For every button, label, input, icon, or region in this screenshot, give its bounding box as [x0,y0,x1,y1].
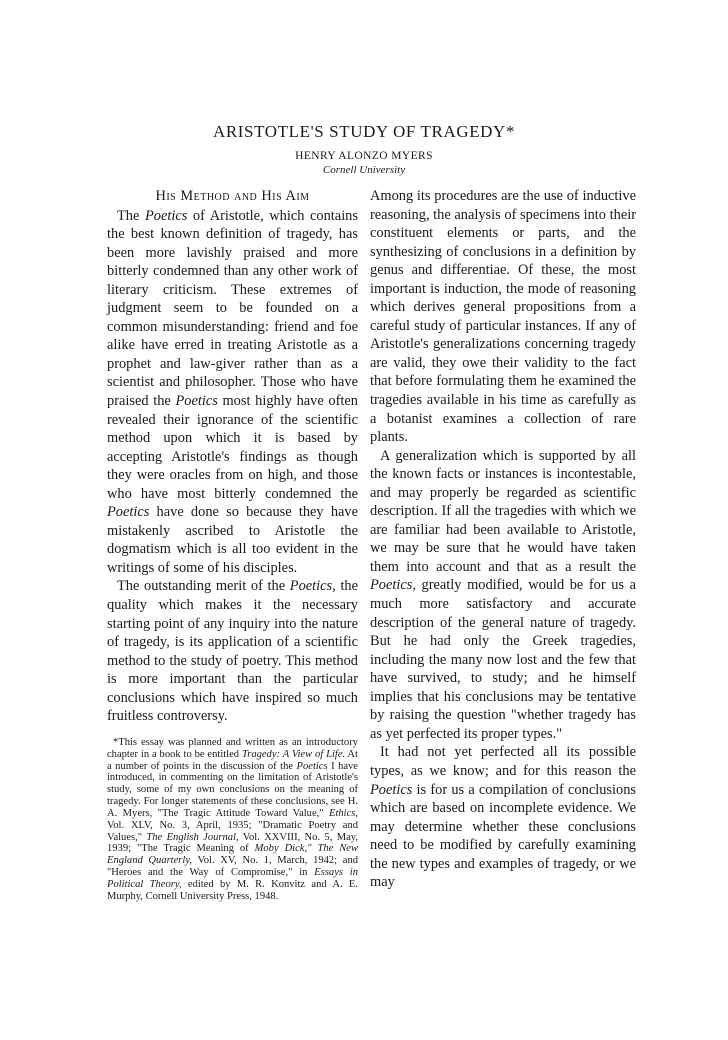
body-paragraph: A generalization which is supported by all the known facts or instances is incontestable, and may properly be regarded as scientific description. If all the tragedies with which we are familiar had been available to Aristotle, we may be sure that he would have taken them into account and that as a result the Poetics, greatly modified, would be for us a much more satisfactory and accurate description of the general nature of tragedy. But he had only the Greek tragedies, including the many now lost and the few that have survived, to study; and he himself implies that his conclusions may be tentative by raising the question "whether tragedy has as yet perfected its proper types." [370,447,636,742]
left-column [107,187,358,903]
author-name: HENRY ALONZO MYERS [295,150,433,162]
right-column [370,187,636,892]
author-affiliation: Cornell University [322,164,406,176]
article-title: ARISTOTLE'S STUDY OF TRAGEDY* [212,122,516,141]
body-paragraph: The outstanding merit of the Poetics, the quality which makes it the necessary starting point of any inquiry into the nature of tragedy, is its application of a scientific method to the study of poetry. This method is more important than the particular conclusions which have inspired so much fruitless controversy. [107,578,358,725]
body-paragraph: The Poetics of Aristotle, which contains the best known definition of tragedy, has been more lavishly praised and more bitterly condemned than any other work of literary criticism. These extremes of judgment seem to be founded on a common misunderstanding: friend and foe alike have erred in treating Aristotle as a prophet and law-giver rather than as a scientist and philosopher. Those who have praised the Poetics most highly have often revealed their ignorance of the scientific method upon which it is based by accepting Aristotle's findings as though they were oracles from on high, and those who have most bitterly condemned the Poetics have done so because they have mistakenly ascribed to Aristotle the dogmatism which is all too evident in the writings of some of his disciples. [107,207,358,576]
footnote [107,737,358,903]
body-paragraph: Among its procedures are the use of inductive reasoning, the analysis of specimens into their constituent elements or parts, and the synthesizing of conclusions in a definition by genus and differentiae. Of these, the most important is induction, the mode of reasoning which derives general propositions from a careful study of particular instances. If any of Aristotle's generalizations concerning tragedy are valid, they owe their validity to the fact that before formulating them he examined the tragedies available in his time as carefully as a botanist examines a collection of rare plants. [370,188,636,446]
body-paragraph: It had not yet perfected all its possible types, as we know; and for this reason the Poetics is for us a compilation of conclusions which are based on incomplete evidence. We may determine whether these conclusions need to be modified by carefully examining the new types and examples of tragedy, or we may [370,744,636,891]
section-heading: His Method and His Aim [155,188,310,204]
footnote-text: *This essay was planned and written as an introductory chapter in a book to be entitled Tragedy: A View of Life. At a number of points in the discussion of the Poetics I have introduced, in commenting on the limitation of Aristotle's study, some of my own conclusions on the meaning of tragedy. For longer statements of these conclusions, see H. A. Myers, "The Tragic Attitude Toward Value," Ethics, Vol. XLV, No. 3, April, 1935; "Dramatic Poetry and Values," The English Journal, Vol. XXVIII, No. 5, May, 1939; "The Tragic Meaning of Moby Dick," The New England Quarterly, Vol. XV, No. 1, March, 1942; and "Heroes and the Way of Compromise," in Essays in Political Theory, edited by M. R. Konvitz and A. E. Murphy, Cornell University Press, 1948. [107,736,358,902]
